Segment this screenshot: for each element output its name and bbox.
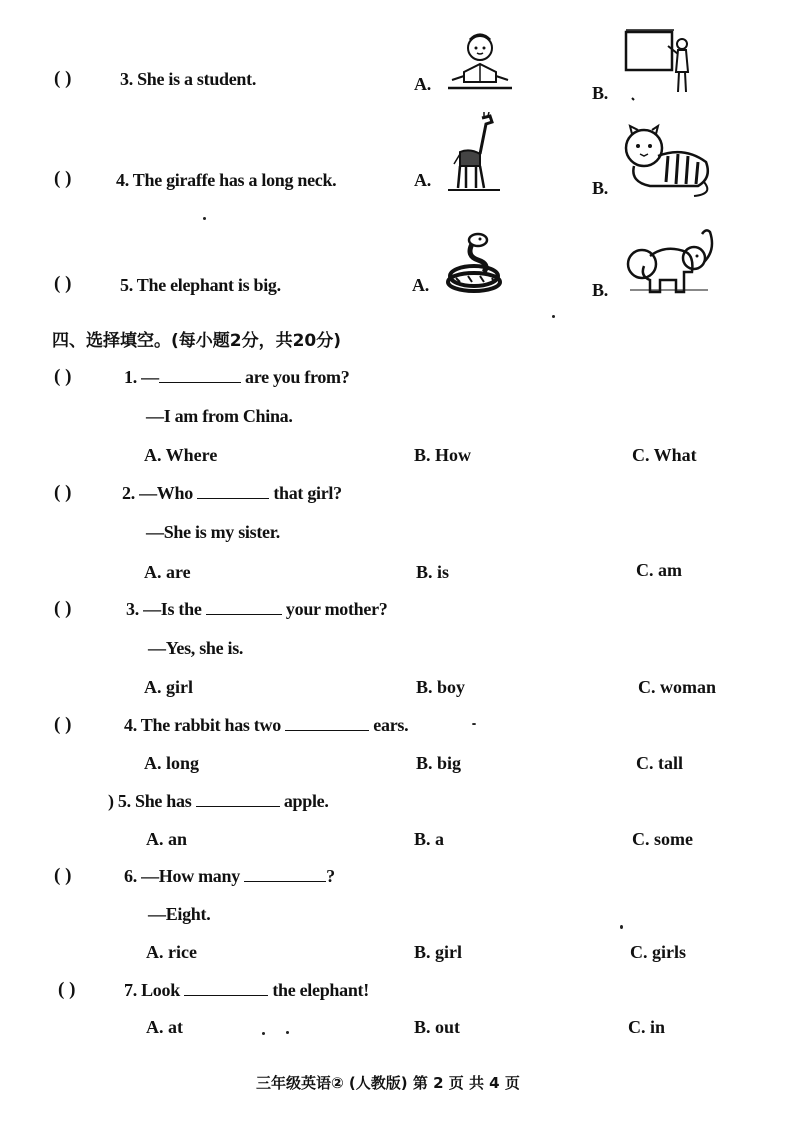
question-reply: —Yes, she is. xyxy=(148,638,244,658)
answer-paren[interactable]: ( ) xyxy=(54,168,72,189)
option-a[interactable]: A. an xyxy=(146,829,188,849)
option-a[interactable]: A. are xyxy=(144,562,191,582)
answer-paren[interactable]: ( ) xyxy=(54,68,72,89)
answer-paren[interactable]: ( ) xyxy=(54,714,72,735)
item-text: 3. She is a student. xyxy=(120,69,257,89)
question-stem: 6. —How many ? xyxy=(124,866,335,886)
answer-blank[interactable] xyxy=(285,716,369,731)
option-b-label: B. xyxy=(592,280,608,300)
answer-paren[interactable]: ( ) xyxy=(54,273,72,294)
option-b[interactable]: B. How xyxy=(414,445,472,465)
section-4-title: 四、选择填空。(每小题2分，共20分) xyxy=(52,331,342,351)
scan-speck xyxy=(203,217,206,220)
question-stem: 7. Look the elephant! xyxy=(124,980,369,1000)
question-stem: 3. —Is the your mother? xyxy=(126,599,388,619)
option-a-label: A. xyxy=(414,170,431,190)
question-stem: 2. —Who that girl? xyxy=(122,483,342,503)
scan-speck xyxy=(286,1031,289,1034)
tiger-icon[interactable] xyxy=(620,122,716,198)
answer-paren[interactable]: ( ) xyxy=(54,482,72,503)
answer-blank[interactable] xyxy=(184,981,268,996)
option-c[interactable]: C. What xyxy=(632,445,697,465)
student-reading-icon[interactable] xyxy=(440,30,520,98)
snake-icon[interactable] xyxy=(444,230,506,294)
option-b-label: B. xyxy=(592,83,608,103)
item-text: 4. The giraffe has a long neck. xyxy=(116,170,337,190)
giraffe-icon[interactable] xyxy=(446,112,502,192)
scan-speck xyxy=(472,723,476,725)
question-stem: 4. The rabbit has two ears. xyxy=(124,715,409,735)
item-text: 5. The elephant is big. xyxy=(120,275,281,295)
option-a-label: A. xyxy=(412,275,429,295)
question-reply: —I am from China. xyxy=(146,406,293,426)
option-b[interactable]: B. is xyxy=(416,562,450,582)
option-c[interactable]: C. tall xyxy=(636,753,683,773)
option-a[interactable]: A. long xyxy=(144,753,200,773)
answer-blank[interactable] xyxy=(206,600,282,615)
option-c[interactable]: C. in xyxy=(628,1017,666,1037)
scan-speck xyxy=(620,925,623,929)
option-a[interactable]: A. at xyxy=(146,1017,183,1037)
answer-paren[interactable]: ( ) xyxy=(54,598,72,619)
answer-paren[interactable]: ( ) xyxy=(58,979,76,1000)
question-reply: —She is my sister. xyxy=(146,522,280,542)
option-c[interactable]: C. some xyxy=(632,829,693,849)
option-c[interactable]: C. girls xyxy=(630,942,686,962)
question-stem: 1. — are you from? xyxy=(124,367,350,387)
option-c[interactable]: C. am xyxy=(636,560,682,580)
option-b[interactable]: B. out xyxy=(414,1017,461,1037)
option-b-label: B. xyxy=(592,178,608,198)
option-a[interactable]: A. Where xyxy=(144,445,218,465)
question-reply: —Eight. xyxy=(148,904,211,924)
option-b[interactable]: B. big xyxy=(416,753,462,773)
option-b[interactable]: B. girl xyxy=(414,942,462,962)
scan-speck xyxy=(552,315,555,318)
page-footer: 三年级英语② (人教版) 第 2 页 共 4 页 xyxy=(256,1074,520,1092)
answer-paren[interactable]: ( ) xyxy=(54,366,72,387)
answer-blank[interactable] xyxy=(244,867,326,882)
scan-speck xyxy=(262,1032,265,1035)
option-b[interactable]: B. boy xyxy=(416,677,466,697)
option-c[interactable]: C. woman xyxy=(638,677,717,697)
option-a[interactable]: A. rice xyxy=(146,942,197,962)
option-b[interactable]: B. a xyxy=(414,829,445,849)
answer-blank[interactable] xyxy=(197,484,269,499)
answer-blank[interactable] xyxy=(159,368,241,383)
option-a[interactable]: A. girl xyxy=(144,677,193,697)
option-a-label: A. xyxy=(414,74,431,94)
answer-paren[interactable]: ( ) xyxy=(54,865,72,886)
answer-blank[interactable] xyxy=(196,792,280,807)
elephant-icon[interactable] xyxy=(620,226,718,300)
teacher-at-blackboard-icon[interactable] xyxy=(622,28,694,106)
question-stem: ) 5. She has apple. xyxy=(108,791,329,811)
